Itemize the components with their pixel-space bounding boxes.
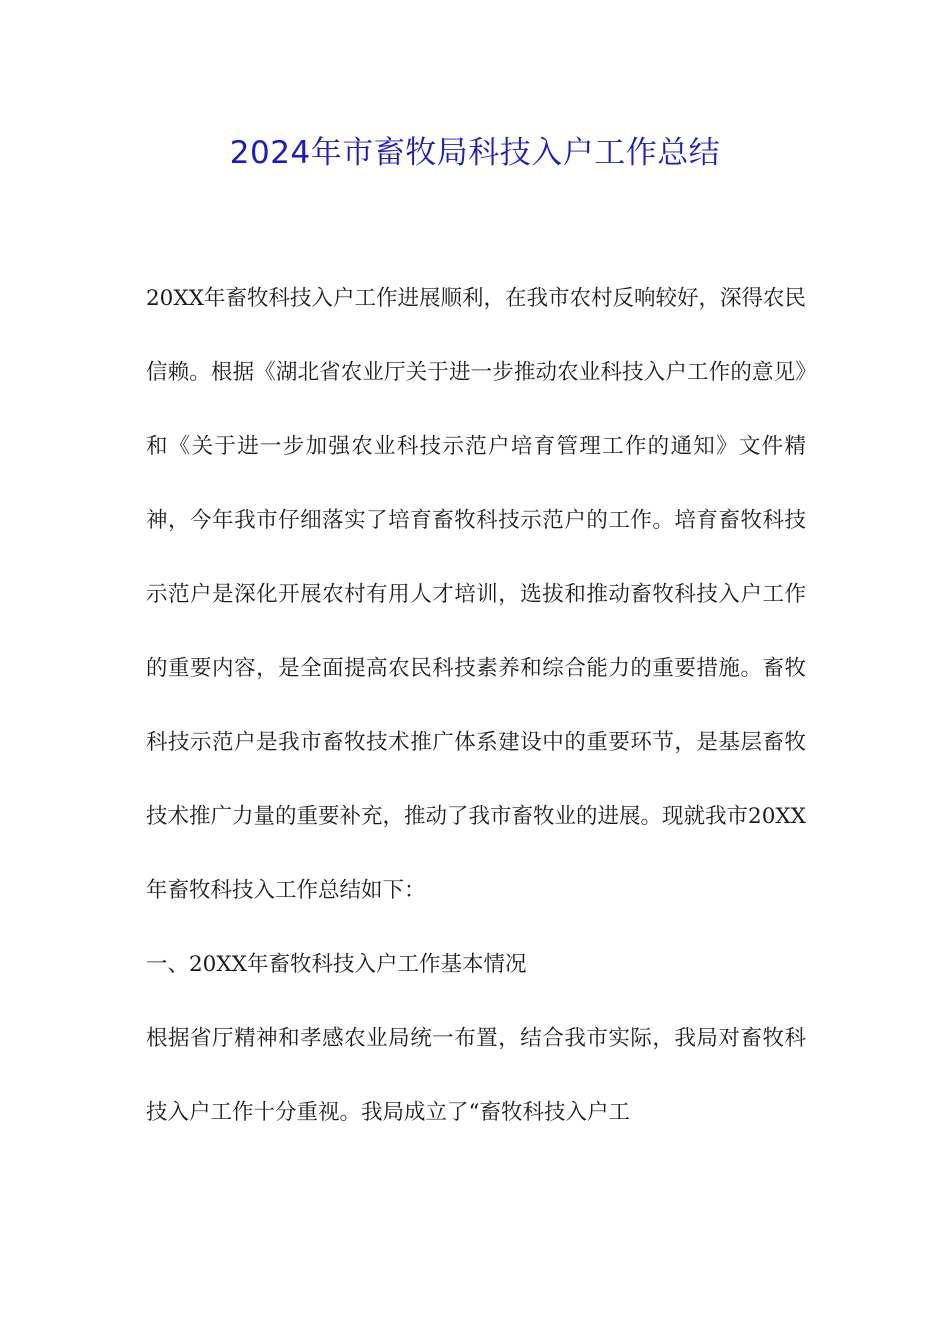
document-body [146,262,806,1150]
document-title: 2024年市畜牧局科技入户工作总结 [229,135,721,171]
section-heading-1: 一、20XX年畜牧科技入户工作基本情况 [146,952,527,977]
intro-paragraph: 20XX年畜牧科技入户工作进展顺利，在我市农村反响较好，深得农民信赖。根据《湖北省农业厅关于进一步推动农业科技入户工作的意见》和《关于进一步加强农业科技示范户培育管理工作的通知》文件精神，今年我市仔细落实了培育畜牧科技示范户的工作。培育畜牧科技示范户是深化开展农村有用人才培训，选拔和推动畜牧科技入户工作的重要内容，是全面提高农民科技素养和综合能力的重要措施。畜牧科技示范户是我市畜牧技术推广体系建设中的重要环节，是基层畜牧技术推广力量的重要补充，推动了我市畜牧业的进展。现就我市20XX年畜牧科技入工作总结如下： [146,286,806,903]
section-paragraph-1: 根据省厅精神和孝感农业局统一布置，结合我市实际，我局对畜牧科技入户工作十分重视。我局成立了“畜牧科技入户工 [146,1026,806,1125]
